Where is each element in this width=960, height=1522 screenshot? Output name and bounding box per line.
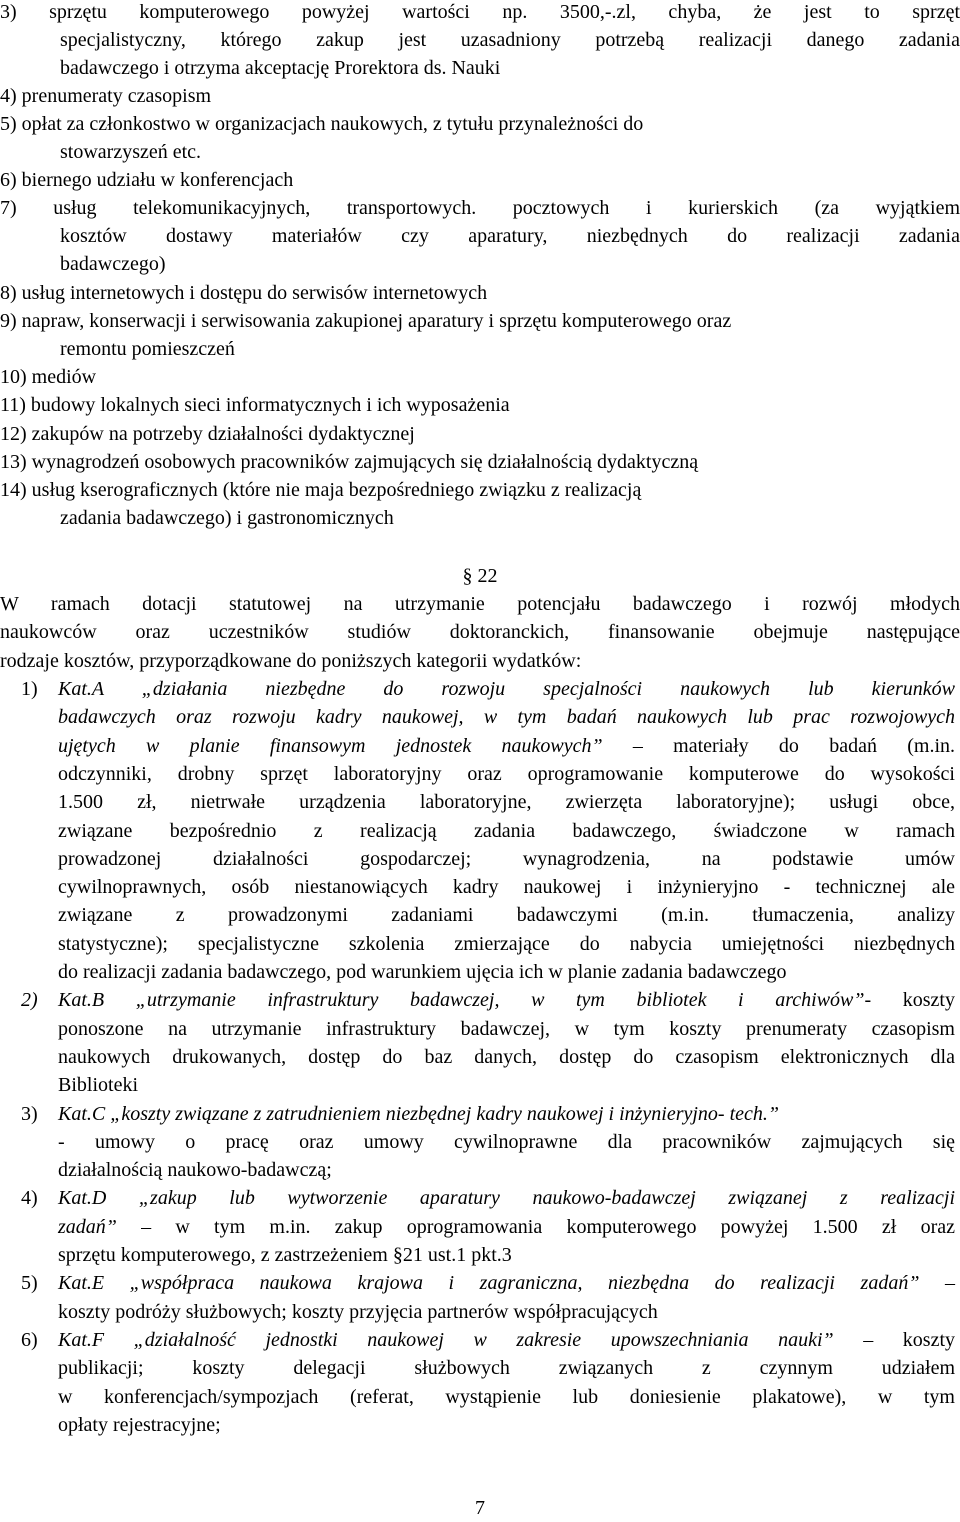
category-title-italic: Kat.C „koszty związane z zatrudnieniem niezbędnej kadry naukowej i inżynieryjno- tech.” [58, 1103, 780, 1125]
list-item-3-line-2: specjalistyczny, którego zakup jest uzasadniony potrzebą realizacji danego zadania [60, 29, 960, 51]
category-1-line-5 [0, 788, 955, 816]
category-description: działalnością naukowo-badawczą; [58, 1159, 332, 1181]
list-item-14-line-2: zadania badawczego) i gastronomicznych [60, 507, 394, 529]
list-item-10: 10) mediów [0, 366, 97, 388]
category-title-italic: zadań” [58, 1216, 117, 1238]
category-number: 6) [21, 1329, 38, 1351]
list-item-4: 4) prenumeraty czasopism [0, 85, 212, 107]
category-description: prowadzonej działalności gospodarczej; wynagrodzenia, na podstawie umów [58, 848, 955, 870]
category-1-line-11 [0, 958, 955, 986]
category-1-line-2 [0, 703, 955, 731]
category-title-italic: badawczych oraz rozwoju kadry naukowej, w tym badań naukowych lub prac rozwojowych [58, 706, 955, 728]
category-description: koszty podróży służbowych; koszty przyjęcia partnerów współpracujących [58, 1301, 658, 1323]
list-item-11: 11) budowy lokalnych sieci informatycznych i ich wyposażenia [0, 394, 510, 416]
category-description: sprzętu komputerowego, z zastrzeżeniem §21 ust.1 pkt.3 [58, 1244, 512, 1266]
category-description: w konferencjach/sympozjach (referat, wystąpienie lub doniesienie plakatowe), w tym [58, 1386, 955, 1408]
category-2-line-1 [0, 986, 955, 1014]
category-description: – koszty [833, 1329, 956, 1351]
list-item-7-line-3: badawczego) [60, 253, 166, 275]
category-description: – materiały do badań (m.in. [602, 735, 955, 757]
category-title-italic: Kat.A „działania niezbędne do rozwoju specjalności naukowych lub kierunków [58, 678, 955, 700]
category-description: odczynniki, drobny sprzęt laboratoryjny oraz oprogramowanie komputerowe do wysokości [58, 763, 955, 785]
list-item-9-line-1: 9) napraw, konserwacji i serwisowania zakupionej aparatury i sprzętu komputerowego oraz [0, 310, 732, 332]
list-item-3-line-3: badawczego i otrzyma akceptację Prorektora ds. Nauki [60, 57, 501, 79]
category-title-italic: Kat.F „działalność jednostki naukowej w zakresie upowszechniania nauki” [58, 1329, 834, 1351]
category-2-line-4 [0, 1071, 955, 1099]
category-2-line-2 [0, 1015, 955, 1043]
category-description: cywilnoprawnych, osób niestanowiących kadry naukowej i inżynieryjno - technicznej ale [58, 876, 955, 898]
category-1-line-3 [0, 732, 955, 760]
category-description: publikacji; koszty delegacji służbowych związanych z czynnym udziałem [58, 1357, 955, 1379]
list-item-6: 6) biernego udziału w konferencjach [0, 169, 294, 191]
category-1-line-9 [0, 901, 955, 929]
category-title-italic: Kat.D „zakup lub wytworzenie aparatury naukowo-badawczej związanej z realizacji [58, 1187, 955, 1209]
category-4-line-1 [0, 1184, 955, 1212]
list-item-7-line-1: 7) usług telekomunikacyjnych, transportowych. pocztowych i kurierskich (za wyjątkiem [0, 197, 960, 219]
category-1-line-10 [0, 930, 955, 958]
category-description: statystyczne); specjalistyczne szkolenia zmierzające do nabycia umiejętności niezbędnych [58, 933, 955, 955]
page-number: 7 [475, 1497, 485, 1519]
category-description: do realizacji zadania badawczego, pod warunkiem ujęcia ich w planie zadania badawczego [58, 961, 787, 983]
category-number: 2) [21, 989, 38, 1011]
list-item-5-line-2: stowarzyszeń etc. [60, 141, 202, 163]
category-description: 1.500 zł, nietrwałe urządzenia laboratoryjne, zwierzęta laboratoryjne); usługi obce, [58, 791, 955, 813]
category-1-line-8 [0, 873, 955, 901]
category-description: związane z prowadzonymi zadaniami badawczymi (m.in. tłumaczenia, analizy [58, 904, 955, 926]
list-item-8: 8) usług internetowych i dostępu do serwisów internetowych [0, 282, 488, 304]
category-3-line-2 [0, 1128, 955, 1156]
category-6-line-2 [0, 1354, 955, 1382]
category-4-line-2 [0, 1213, 955, 1241]
list-item-12: 12) zakupów na potrzeby działalności dydaktycznej [0, 423, 415, 445]
category-description: związane bezpośrednio z realizacją zadania badawczego, świadczone w ramach [58, 820, 955, 842]
category-description: opłaty rejestracyjne; [58, 1414, 221, 1436]
list-item-5-line-1: 5) opłat za członkostwo w organizacjach naukowych, z tytułu przynależności do [0, 113, 644, 135]
category-4-line-3 [0, 1241, 955, 1269]
category-description: naukowych drukowanych, dostęp do baz danych, dostęp do czasopism elektronicznych dla [58, 1046, 955, 1068]
category-3-line-1 [0, 1100, 955, 1128]
category-6-line-4 [0, 1411, 955, 1439]
category-number: 4) [21, 1187, 38, 1209]
category-6-line-3 [0, 1383, 955, 1411]
category-description: ponoszone na utrzymanie infrastruktury badawczej, w tym koszty prenumeraty czasopism [58, 1018, 955, 1040]
list-item-13: 13) wynagrodzeń osobowych pracowników zajmujących się działalnością dydaktyczną [0, 451, 699, 473]
category-1-line-1 [0, 675, 955, 703]
intro-line: W ramach dotacji statutowej na utrzymanie potencjału badawczego i rozwój młodych [0, 593, 960, 615]
category-5-line-2 [0, 1298, 955, 1326]
category-number: 3) [21, 1103, 38, 1125]
category-number: 5) [21, 1272, 38, 1294]
intro-line: naukowców oraz uczestników studiów doktoranckich, finansowanie obejmuje następujące [0, 621, 960, 643]
list-item-14-line-1: 14) usług kserograficznych (które nie maja bezpośredniego związku z realizacją [0, 479, 642, 501]
category-title-italic: Kat.B „utrzymanie infrastruktury badawczej, w tym bibliotek i archiwów” [58, 989, 865, 1011]
category-1-line-4 [0, 760, 955, 788]
list-item-7-line-2: kosztów dostawy materiałów czy aparatury, niezbędnych do realizacji zadania [60, 225, 960, 247]
list-item-3-line-1: 3) sprzętu komputerowego powyżej wartości np. 3500,-.zl, chyba, że jest to sprzęt [0, 1, 960, 23]
category-title-italic: Kat.E „współpraca naukowa krajowa i zagraniczna, niezbędna do realizacji zadań” [58, 1272, 920, 1294]
section-heading: § 22 [462, 565, 498, 587]
category-description: Biblioteki [58, 1074, 138, 1096]
list-item-9-line-2: remontu pomieszczeń [60, 338, 235, 360]
category-5-line-1 [0, 1269, 955, 1297]
category-1-line-6 [0, 817, 955, 845]
category-6-line-1 [0, 1326, 955, 1354]
category-3-line-3 [0, 1156, 955, 1184]
category-2-line-3 [0, 1043, 955, 1071]
category-description: – [919, 1272, 956, 1294]
category-description: - koszty [864, 989, 955, 1011]
category-description: – w tym m.in. zakup oprogramowania komputerowego powyżej 1.500 zł oraz [116, 1216, 955, 1238]
intro-line: rodzaje kosztów, przyporządkowane do poniższych kategorii wydatków: [0, 650, 582, 672]
category-number: 1) [21, 678, 38, 700]
category-1-line-7 [0, 845, 955, 873]
category-title-italic: ujętych w planie finansowym jednostek naukowych” [58, 735, 603, 757]
category-description: - umowy o pracę oraz umowy cywilnoprawne dla pracowników zajmujących się [58, 1131, 955, 1153]
